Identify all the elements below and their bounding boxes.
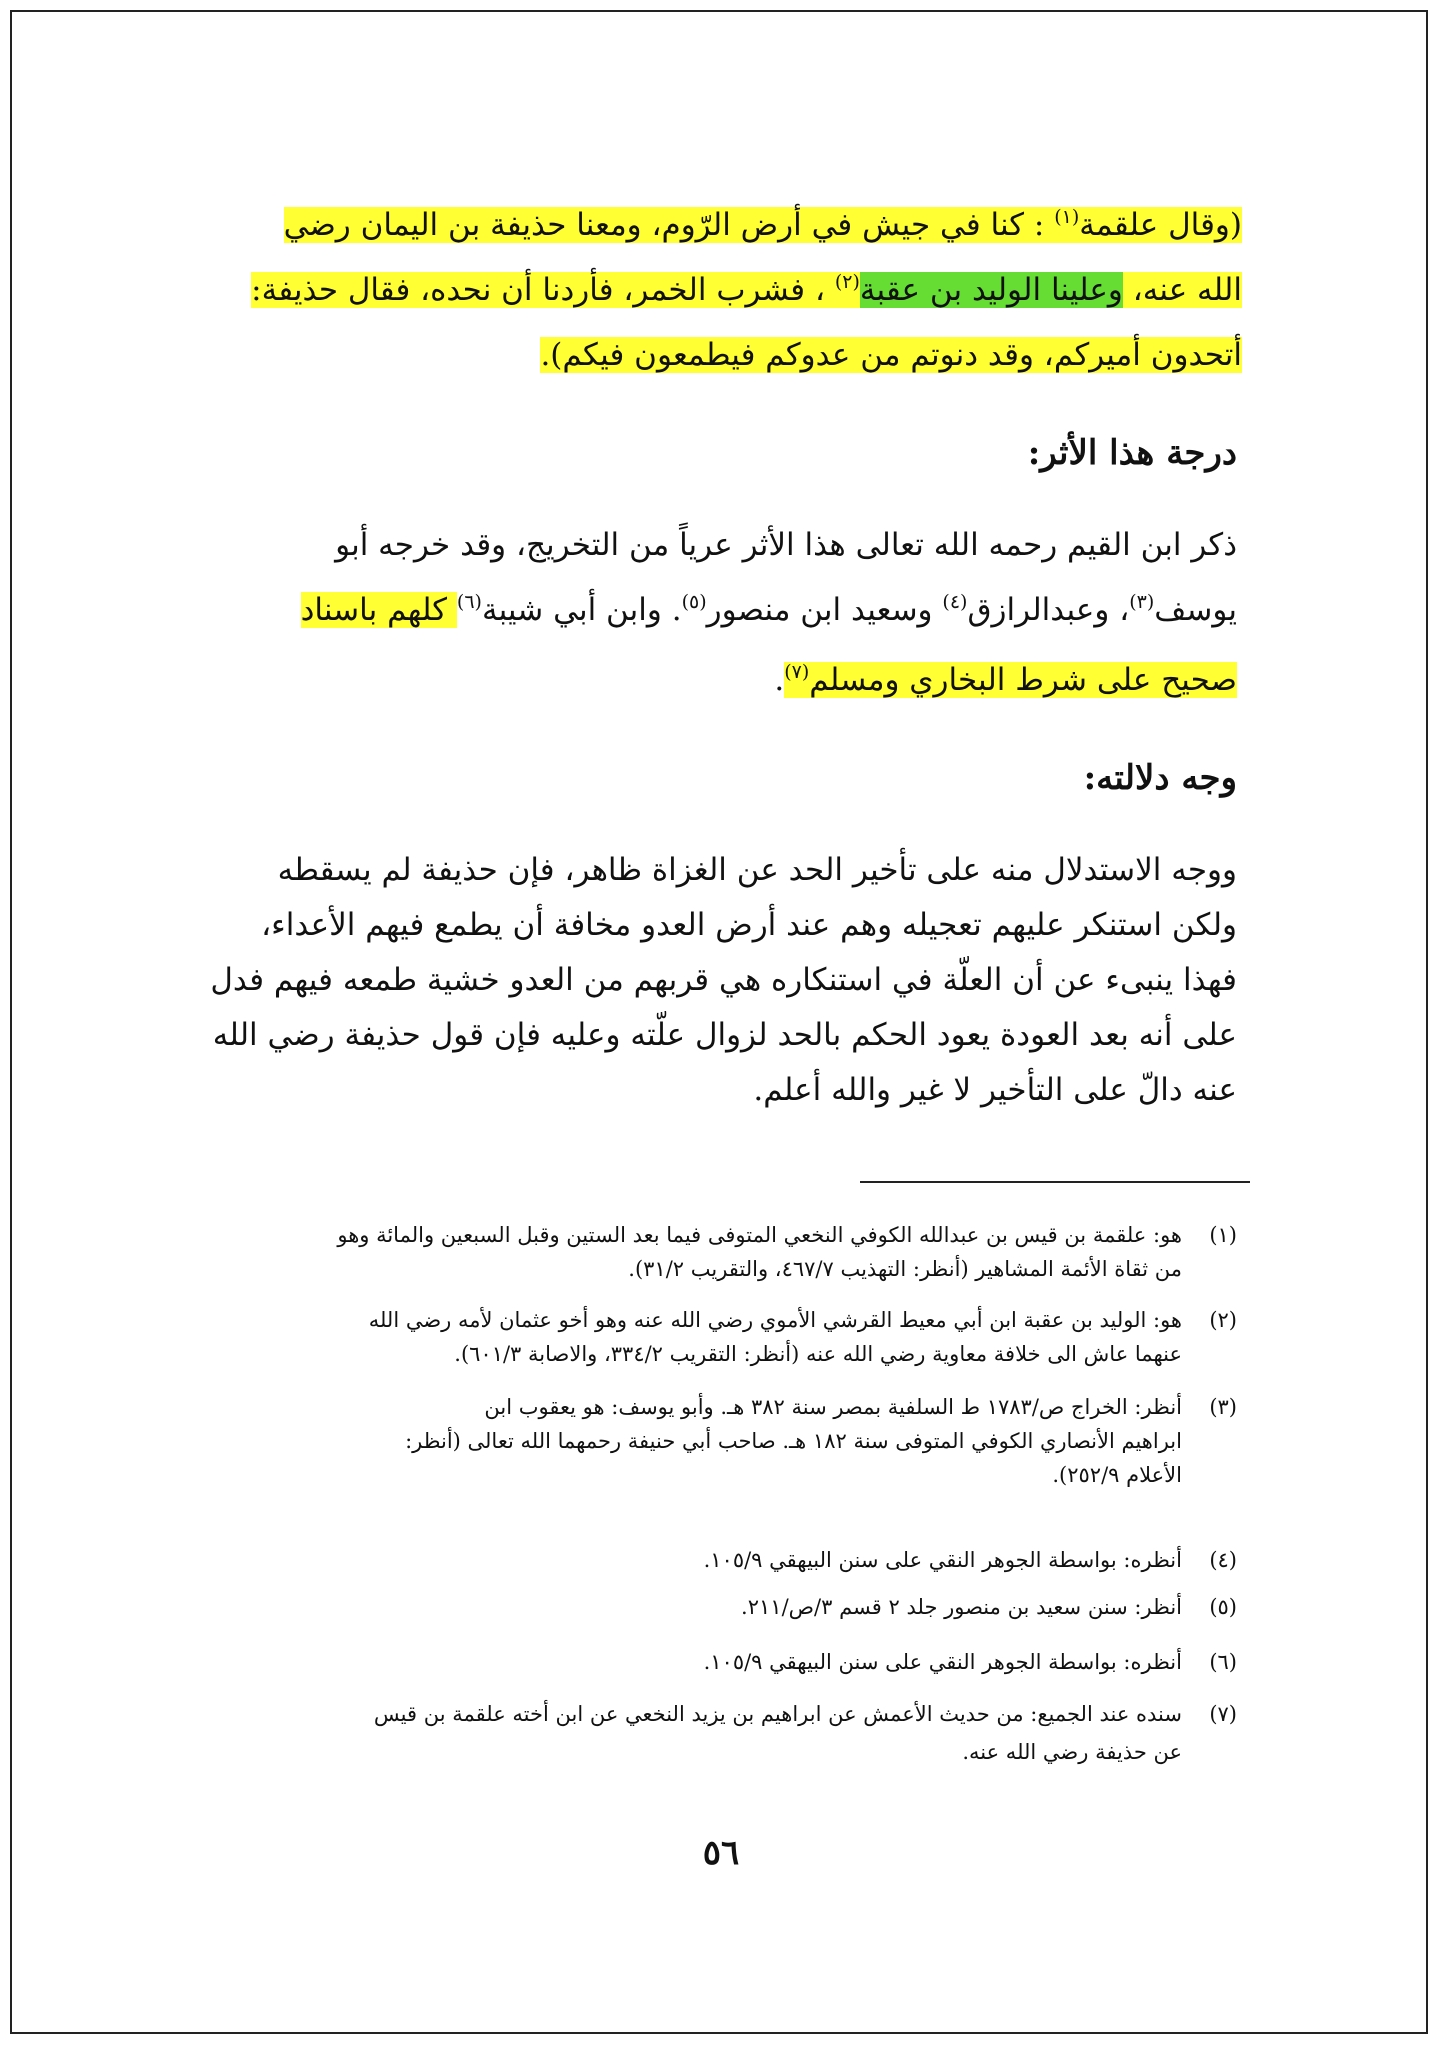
footnote-text: ابراهيم الأنصاري الكوفي المتوفى سنة ١٨٢ هـ. صاحب أبي حنيفة رحمهما الله تعالى (أنظر: [405, 1429, 1182, 1453]
paragraph-line [335, 520, 1237, 570]
paragraph-line: فهذا ينبىء عن أن العلّة في استنكاره هي قربهم من العدو خشية طمعه فيهم فدل [210, 962, 1237, 998]
footnote-ref[interactable]: (٥) [681, 591, 707, 613]
footnote-number: (٢) [1209, 1308, 1237, 1332]
highlight-yellow: أتحدون أميركم، وقد دنوتم من عدوكم فيطمعون فيكم). [540, 337, 1242, 373]
paragraph-text: . [774, 662, 785, 698]
footnote-number: (١) [1209, 1223, 1237, 1247]
footnote-text: أنظر: الخراج ص/١٧٨٣ ط السلفية بمصر سنة ٣٨٢ هـ. وأبو يوسف: هو يعقوب ابن [484, 1395, 1182, 1419]
footnote-number: (٤) [1209, 1548, 1237, 1572]
highlight-yellow: كلهم باسناد [300, 592, 457, 628]
section-heading: وجه دلالته: [1083, 758, 1237, 798]
footnote-text: الأعلام ٢٥٢/٩). [1052, 1463, 1182, 1487]
highlight-yellow [251, 272, 1242, 308]
footnote-number: (٧) [1209, 1702, 1237, 1726]
quote-line [152, 260, 1242, 320]
footnote-text: هو: علقمة بن قيس بن عبدالله الكوفي النخعي المتوفى فيما بعد الستين وقبل السبعين والمائة وهو [337, 1223, 1182, 1247]
quote-line [152, 325, 1242, 385]
footnote-ref[interactable]: (٤) [942, 591, 968, 613]
footnote-number: (٦) [1209, 1650, 1237, 1674]
footnote-ref[interactable]: (٣) [1129, 591, 1155, 613]
quote-text: : كنا في جيش في أرض الرّوم، ومعنا حذيفة بن اليمان رضي [283, 207, 1045, 243]
quote-text: ، فشرب الخمر، فأردنا أن نحده، فقال حذيفة: [251, 272, 825, 308]
highlight-yellow [284, 207, 1242, 243]
footnote-ref[interactable]: (٢) [834, 271, 860, 293]
footnote-ref[interactable]: (٧) [784, 661, 810, 683]
footnote-text: أنظره: بواسطة الجوهر النقي على سنن البيهقي ١٠٥/٩. [703, 1650, 1182, 1674]
paragraph-line [774, 655, 1237, 705]
footnote-number: (٣) [1209, 1395, 1237, 1419]
highlight-green: وعلينا الوليد بن عقبة [859, 272, 1123, 308]
footnote-ref[interactable]: (١) [1054, 206, 1080, 228]
paragraph-line: على أنه بعد العودة يعود الحكم بالحد لزوال علّته وعليه فإن قول حذيفة رضي الله [212, 1017, 1237, 1053]
page-number: ٥٦ [702, 1833, 740, 1873]
quote-line [152, 195, 1242, 255]
paragraph-text: ، وعبدالرازق [967, 592, 1130, 628]
footnote-text: عنهما عاش الى خلافة معاوية رضي الله عنه (أنظر: التقريب ٣٣٤/٢، والاصابة ٦٠١/٣). [454, 1342, 1182, 1366]
paragraph-text: وسعيد ابن منصور [706, 592, 943, 628]
paragraph-text: . وابن أبي شيبة [481, 592, 682, 628]
footnote-text: عن حذيفة رضي الله عنه. [962, 1740, 1182, 1764]
quote-text: الله عنه، [1122, 272, 1242, 308]
paragraph-text: صحيح على شرط البخاري ومسلم [809, 662, 1237, 698]
paragraph-line: ولكن استنكر عليهم تعجيله وهم عند أرض العدو مخافة أن يطمع فيهم الأعداء، [261, 907, 1237, 943]
paragraph-line: عنه دالّ على التأخير لا غير والله أعلم. [753, 1072, 1237, 1108]
paragraph-line: ووجه الاستدلال منه على تأخير الحد عن الغزاة ظاهر، فإن حذيفة لم يسقطه [277, 852, 1237, 888]
paragraph-text: يوسف [1154, 592, 1237, 628]
paragraph-line [301, 585, 1237, 635]
footnote-text: أنظره: بواسطة الجوهر النقي على سنن البيهقي ١٠٥/٩. [703, 1548, 1182, 1572]
quote-text: (وقال علقمة [1079, 207, 1242, 243]
highlight-yellow [784, 662, 1237, 698]
section-heading: درجة هذا الأثر: [1027, 433, 1237, 473]
footnote-divider [860, 1181, 1250, 1183]
footnote-text: أنظر: سنن سعيد بن منصور جلد ٢ قسم ٣/ص/٢١١. [741, 1595, 1182, 1619]
footnote-text: سنده عند الجميع: من حديث الأعمش عن ابراهيم بن يزيد النخعي عن ابن أخته علقمة بن قيس [373, 1702, 1182, 1726]
footnote-ref[interactable]: (٦) [456, 591, 482, 613]
footnote-number: (٥) [1209, 1595, 1237, 1619]
footnote-text: هو: الوليد بن عقبة ابن أبي معيط القرشي الأموي رضي الله عنه وهو أخو عثمان لأمه رضي الله [368, 1308, 1182, 1332]
footnote-text: من ثقاة الأئمة المشاهير (أنظر: التهذيب ٤٦٧/٧، والتقريب ٣١/٢). [628, 1257, 1182, 1281]
paragraph-text: ذكر ابن القيم رحمه الله تعالى هذا الأثر عرياً من التخريج، وقد خرجه أبو [335, 527, 1237, 563]
